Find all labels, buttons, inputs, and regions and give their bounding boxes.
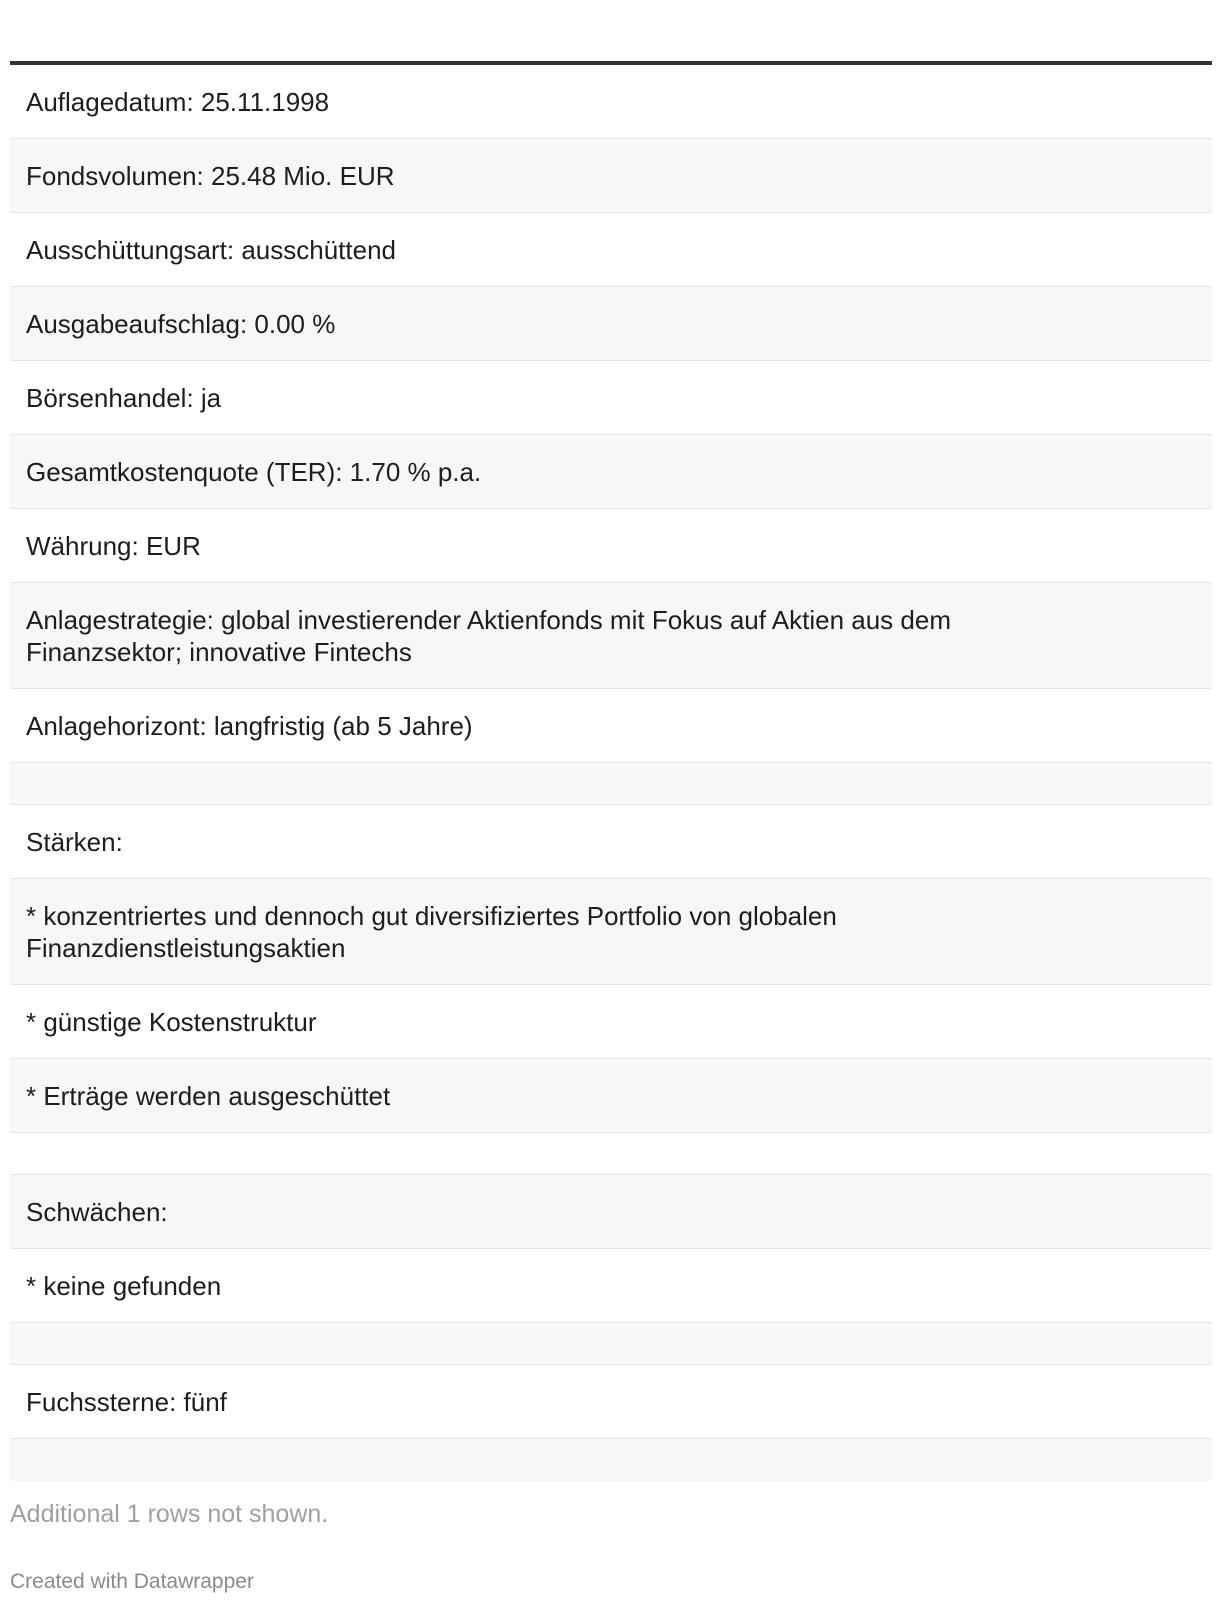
cell-text: * günstige Kostenstruktur — [26, 1006, 317, 1037]
table-row — [10, 1059, 1212, 1133]
cell-text: Börsenhandel: ja — [26, 382, 222, 413]
table-row — [10, 509, 1212, 583]
table-row-empty — [10, 1439, 1212, 1481]
cell-text: Anlagestrategie: global investierender Aktienfonds mit Fokus auf Aktien aus dem Finanzsektor; innovative Fintechs — [26, 604, 959, 667]
data-table — [10, 61, 1212, 1481]
cell-text: Stärken: — [26, 826, 123, 857]
table-row — [10, 1365, 1212, 1439]
table-row — [10, 361, 1212, 435]
cell-text: Gesamtkostenquote (TER): 1.70 % p.a. — [26, 456, 482, 487]
table-row — [10, 287, 1212, 361]
table-row — [10, 139, 1212, 213]
table-row — [10, 689, 1212, 763]
cell-text: Währung: EUR — [26, 530, 201, 561]
cell-text: Schwächen: — [26, 1196, 168, 1227]
table-row-empty — [10, 763, 1212, 805]
cell-text: * Erträge werden ausgeschüttet — [26, 1080, 391, 1111]
cell-text: * konzentriertes und dennoch gut diversifiziertes Portfolio von globalen Finanzdienstleistungsaktien — [26, 900, 845, 963]
table-row — [10, 879, 1212, 985]
cell-text: Fuchssterne: fünf — [26, 1386, 227, 1417]
datawrapper-credit: Created with Datawrapper — [10, 1570, 254, 1593]
table-row — [10, 985, 1212, 1059]
hidden-rows-note: Additional 1 rows not shown. — [10, 1500, 329, 1528]
cell-text: Ausgabeaufschlag: 0.00 % — [26, 308, 336, 339]
table-row — [10, 213, 1212, 287]
table-row — [10, 583, 1212, 689]
table-row-empty — [10, 1133, 1212, 1175]
table-row — [10, 1175, 1212, 1249]
cell-text: Anlagehorizont: langfristig (ab 5 Jahre) — [26, 710, 473, 741]
cell-text: * keine gefunden — [26, 1270, 222, 1301]
table-row — [10, 1249, 1212, 1323]
table-row — [10, 65, 1212, 139]
cell-text: Auflagedatum: 25.11.1998 — [26, 86, 330, 117]
table-row — [10, 805, 1212, 879]
table-row — [10, 435, 1212, 509]
cell-text: Ausschüttungsart: ausschüttend — [26, 234, 397, 265]
cell-text: Fondsvolumen: 25.48 Mio. EUR — [26, 160, 395, 191]
table-row-empty — [10, 1323, 1212, 1365]
